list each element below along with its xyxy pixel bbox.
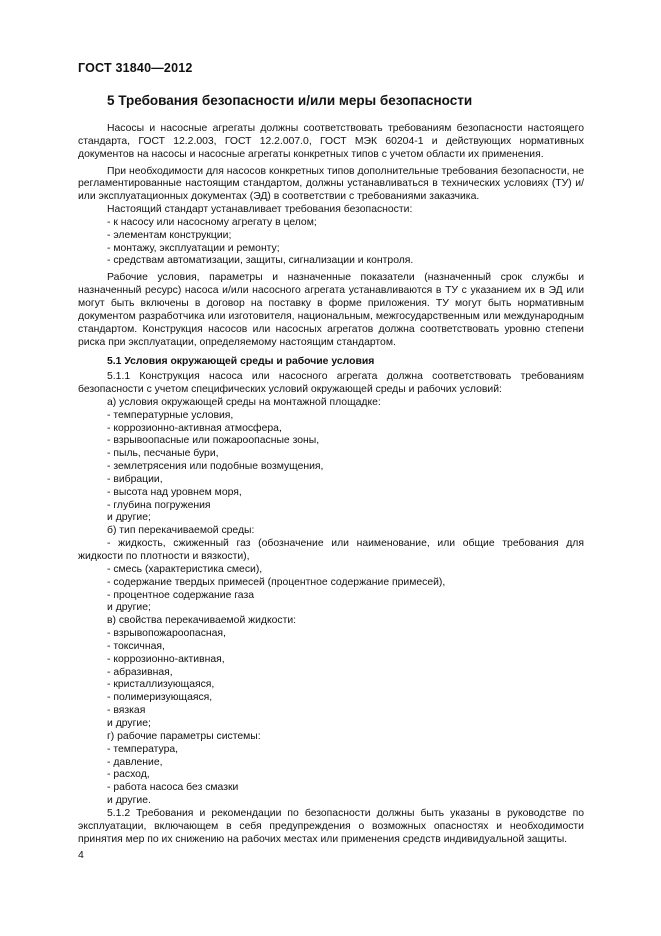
- list-line: - работа насоса без смазки: [107, 782, 239, 794]
- list-line: Настоящий стандарт устанавливает требования безопасности:: [107, 204, 413, 216]
- subsection-heading: 5.1 Условия окружающей среды и рабочие условия: [107, 356, 375, 368]
- list-line: - коррозионно-активная,: [107, 653, 225, 665]
- document-body: [78, 123, 584, 846]
- list-line: - средствам автоматизации, защиты, сигнализации и контроля.: [107, 255, 414, 267]
- paragraph: - жидкость, сжиженный газ (обозначение или наименование, или общие требования для жидкости по плотности и вязкости),: [78, 538, 584, 562]
- list-line: б) тип перекачиваемой среды:: [107, 525, 255, 537]
- paragraph: Рабочие условия, параметры и назначенные показатели (назначенный срок службы и назначенный ресурс) насоса и/или насосного агрегата устанавливаются в ТУ с указанием их в ЭД или могут быть включены в договор на поставку в форме приложения. ТУ могут быть нормативным документом разработчика или изготовителя, национальным, межгосударственным или международным стандартом. Конструкция насосов или насосных агрегатов должна соответствовать уровню степени риска при эксплуатации, определяемому настоящим стандартом.: [78, 272, 584, 348]
- list-line: - температурные условия,: [107, 409, 234, 421]
- list-line: - полимеризующаяся,: [107, 692, 213, 704]
- list-line: - взрывоопасные или пожароопасные зоны,: [107, 435, 320, 447]
- list-line: и другие;: [107, 512, 151, 524]
- list-line: - содержание твердых примесей (процентное содержание примесей),: [107, 576, 446, 588]
- list-line: - вибрации,: [107, 473, 163, 485]
- list-line: и другие;: [107, 602, 151, 614]
- list-line: - к насосу или насосному агрегату в целом;: [107, 216, 317, 228]
- list-line: - землетрясения или подобные возмущения,: [107, 461, 324, 473]
- list-line: и другие;: [107, 717, 151, 729]
- list-line: а) условия окружающей среды на монтажной площадке:: [107, 396, 381, 408]
- list-line: - токсичная,: [107, 640, 165, 652]
- list-line: - кристаллизующаяся,: [107, 679, 215, 691]
- list-line: - элементам конструкции;: [107, 229, 232, 241]
- paragraph: 5.1.1 Конструкция насоса или насосного агрегата должна соответствовать требованиям безопасности с учетом специфических условий окружающей среды и рабочих условий:: [78, 371, 584, 396]
- paragraph: Насосы и насосные агрегаты должны соответствовать требованиям безопасности настоящего стандарта, ГОСТ 12.2.003, ГОСТ 12.2.007.0, ГОСТ МЭК 60204-1 и действующих нормативных документов на насосы и насосные агрегаты конкретных типов с учетом области их применения.: [78, 123, 584, 160]
- paragraph: 5.1.2 Требования и рекомендации по безопасности должны быть указаны в руководстве по эксплуатации, включающем в себя предупреждения о возможных опасностях и необходимости принятия мер по их снижению на рабочих местах или применения средств индивидуальной защиты.: [78, 807, 584, 845]
- list-line: - давление,: [107, 756, 163, 768]
- list-line: - коррозионно-активная атмосфера,: [107, 422, 282, 434]
- list-line: г) рабочие параметры системы:: [107, 730, 261, 742]
- list-line: - монтажу, эксплуатации и ремонту;: [107, 242, 280, 254]
- list-line: - температура,: [107, 743, 179, 755]
- list-line: - взрывопожароопасная,: [107, 628, 226, 640]
- list-line: - смесь (характеристика смеси),: [107, 563, 263, 575]
- list-line: - глубина погружения: [107, 499, 211, 511]
- document-header: ГОСТ 31840—2012: [78, 61, 193, 75]
- paragraph: При необходимости для насосов конкретных типов дополнительные требования безопасности, не регламентированные настоящим стандартом, должны устанавливаться в технических условиях (ТУ) и/или эксплуатационных документах (ЭД) в соответствии с требованиями заказчика.: [78, 165, 584, 203]
- list-line: в) свойства перекачиваемой жидкости:: [107, 615, 297, 627]
- list-line: - пыль, песчаные бури,: [107, 448, 219, 460]
- section-title: 5 Требования безопасности и/или меры безопасности: [107, 93, 473, 108]
- list-line: - высота над уровнем моря,: [107, 486, 242, 498]
- list-line: - абразивная,: [107, 666, 173, 678]
- page-number: 4: [78, 850, 84, 861]
- list-line: - вязкая: [107, 705, 146, 717]
- list-line: - процентное содержание газа: [107, 589, 255, 601]
- list-line: - расход,: [107, 769, 150, 781]
- list-line: и другие.: [107, 795, 151, 807]
